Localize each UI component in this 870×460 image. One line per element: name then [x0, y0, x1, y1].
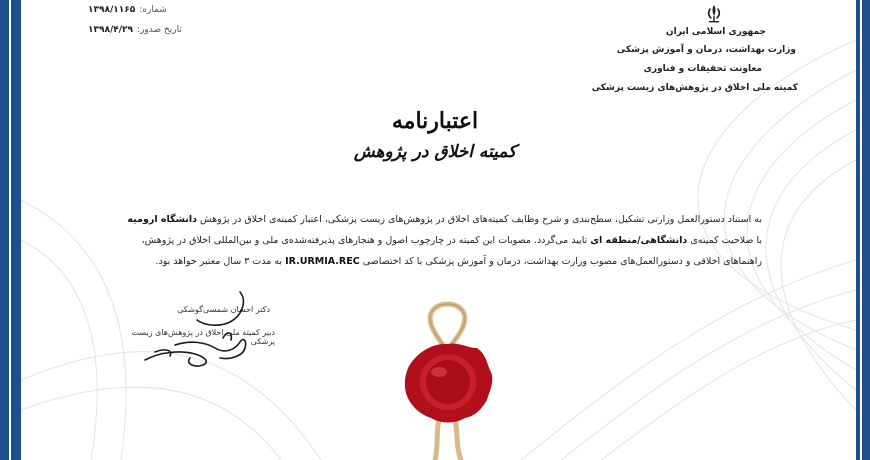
body-line-1-text: به استناد دستورالعمل وزارتی تشکیل، سطح‌بندی و شرح وظایف کمیته‌های اخلاق در پژوهش‌های زیست پزشکی، اعتبار کمیته‌ی اخلاق در پژوهش [199, 214, 762, 225]
certificate-subtitle: کمیته اخلاق در پژوهش [353, 142, 517, 162]
iran-emblem-icon [703, 4, 725, 24]
committee-level: دانشگاهی/منطقه ای [590, 235, 688, 246]
header-ministry: وزارت بهداشت، درمان و آموزش پزشکی [616, 45, 796, 55]
issue-date-label: تاریخ صدور: [137, 25, 182, 35]
document-number-label: شماره: [139, 5, 167, 15]
body-line-2 [142, 235, 762, 246]
body-line-3 [155, 256, 762, 267]
wax-seal-icon [395, 300, 500, 460]
header-committee: کمیته ملی اخلاق در پژوهش‌های زیست پزشکی [591, 83, 798, 93]
document-number [88, 5, 167, 15]
signature-icon [135, 290, 270, 370]
body-line-1 [127, 214, 762, 225]
certificate-title: اعتبارنامه [391, 108, 479, 134]
issue-date [88, 25, 182, 35]
header-deputy: معاونت تحقیقات و فناوری [643, 64, 762, 74]
issue-date-value: ۱۳۹۸/۴/۲۹ [88, 25, 134, 35]
signatory-name: دکتر احسان شمسی‌گوشکی [177, 305, 270, 314]
body-line-3-end: به مدت ۳ سال معتبر خواهد بود. [155, 256, 283, 267]
body-line-2-end: تایید می‌گردد. مصوبات این کمیته در چارچوب اصول و هنجارهای پذیرفته‌شده‌ی ملی و بین‌المللی اخلاق در پژوهش، [141, 235, 588, 246]
body-line-2-start: با صلاحیت کمیته‌ی [690, 235, 762, 246]
right-border [856, 0, 870, 460]
header-republic: جمهوری اسلامی ایران [665, 27, 766, 37]
signatory-role: دبیر کمیته ملی اخلاق در پژوهش‌های زیست پزشکی [131, 328, 275, 346]
left-border [0, 0, 21, 460]
university-name: دانشگاه ارومیه [127, 214, 197, 225]
committee-code: IR.URMIA.REC [285, 256, 360, 267]
document-number-value: ۱۳۹۸/۱۱۶۵ [88, 5, 136, 15]
body-line-3-start: راهنماهای اخلاقی و دستورالعمل‌های مصوب وزارت بهداشت، درمان و آموزش پزشکی با کد اختصاصی [362, 256, 762, 267]
